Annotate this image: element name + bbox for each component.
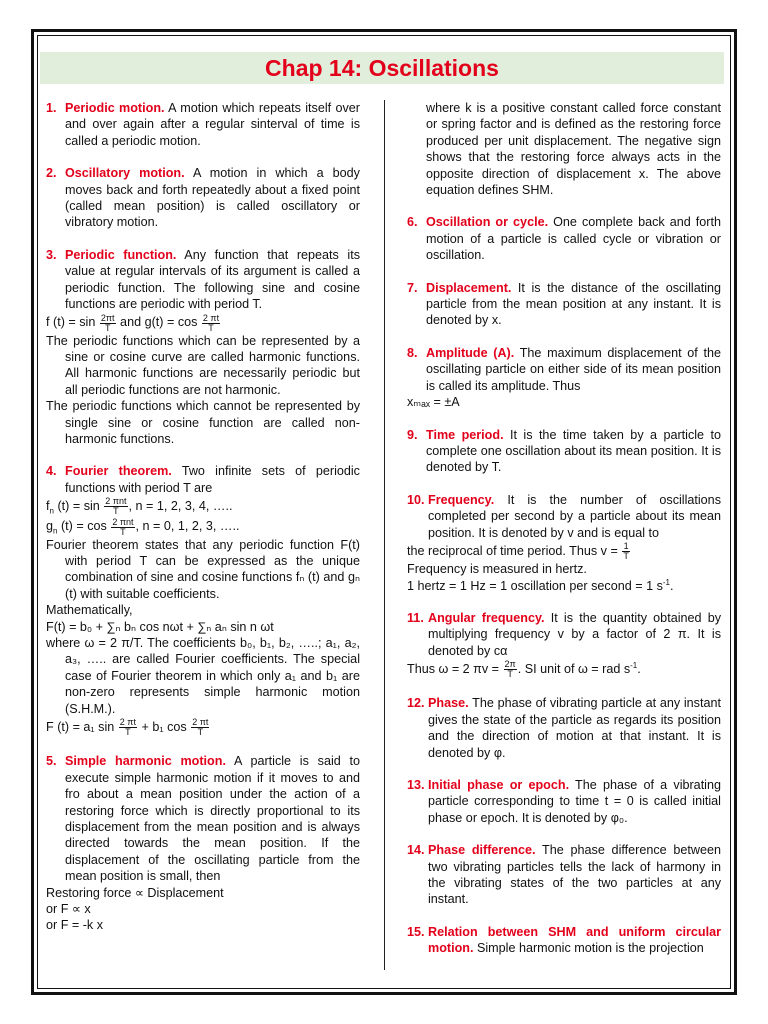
item-number: 3. bbox=[46, 247, 57, 262]
item-body: The phase of a vibrating particle corresponding to time t = 0 is called initial phase or epoch. It is denoted by φ₀. bbox=[428, 777, 721, 825]
item-body: One complete back and forth motion of a particle is called cycle or vibration or oscillation. bbox=[426, 215, 721, 263]
item-phase bbox=[407, 695, 721, 761]
item-term: Displacement. bbox=[426, 280, 512, 295]
item-term: Phase difference. bbox=[428, 843, 536, 858]
formula-periodic: f (t) = sin $\frac{2\pi t}{T}$ and g(t) = cos $\frac{2 \pi t}{T}$ bbox=[46, 312, 220, 333]
item-number: 1. bbox=[46, 101, 57, 115]
item-body: Two infinite sets of periodic functions with period T are bbox=[65, 464, 360, 495]
item-body: A motion which repeats itself over and over again after a regular sinterval of time is called a periodic motion. bbox=[65, 101, 360, 148]
item-number: 5. bbox=[46, 754, 57, 769]
column-divider bbox=[384, 100, 385, 970]
item-shm-circular-relation bbox=[407, 924, 721, 957]
item-text bbox=[65, 100, 360, 149]
item-body: Simple harmonic motion is the projection bbox=[473, 941, 704, 956]
item-text bbox=[428, 492, 721, 541]
item-periodic-motion bbox=[46, 100, 360, 149]
paragraph: where ω = 2 π/T. The coefficients b₀, b₁, b₂, …..; a₁, a₂, a₃, ….. are called Fourier coefficients. The special case of Fourier theorem in which only a₁ and b₁ are non-zero represents simple harmonic motion (S.H.M.). bbox=[46, 636, 360, 716]
item-number: 4. bbox=[46, 464, 57, 479]
item-text bbox=[65, 165, 360, 231]
item-number: 2. bbox=[46, 166, 57, 181]
item-term: Simple harmonic motion. bbox=[65, 754, 226, 769]
item-number: 6. bbox=[407, 215, 418, 230]
continuation-text: where k is a positive constant called force constant or spring factor and is defined as the restoring force produced per unit displacement. The negative sign shows that the restoring force always acts in the opposite direction of displacement x. The above equation defines SHM. bbox=[426, 101, 721, 198]
item-body: The maximum displacement of the oscillating particle on either side of its mean position is called its amplitude. Thus bbox=[426, 345, 721, 393]
item-simple-harmonic-motion bbox=[46, 753, 360, 884]
item-term: Relation between SHM and uniform circular motion. bbox=[428, 924, 721, 956]
item-number: 15. bbox=[407, 924, 425, 939]
right-column bbox=[407, 100, 721, 957]
formula-fn: $f_n$ (t) = sin $\frac{\text{2 πnt}}{T}$ , n = 1, 2, 3, 4, ….. bbox=[46, 496, 233, 517]
item-term: Phase. bbox=[428, 696, 469, 711]
item-text bbox=[428, 695, 721, 761]
item-displacement bbox=[407, 280, 721, 329]
item-phase-difference bbox=[407, 842, 721, 908]
item-periodic-function bbox=[46, 247, 360, 313]
item-number: 12. bbox=[407, 696, 425, 711]
line: or F = -k x bbox=[46, 918, 104, 933]
line: or F ∝ x bbox=[46, 901, 91, 916]
line: Frequency is measured in hertz. bbox=[407, 562, 587, 577]
paragraph: Fourier theorem states that any periodic function F(t) with period T can be expressed as the unique combination of sine and cosine functions fₙ (t) and gₙ (t) with suitable coefficients. bbox=[46, 537, 360, 601]
item-text bbox=[426, 427, 721, 476]
line: Restoring force ∝ Displacement bbox=[46, 885, 224, 900]
formula-frequency: the reciprocal of time period. Thus v = $\frac{1}{T}$ bbox=[407, 541, 629, 562]
item-body: It is the time taken by a particle to complete one oscillation about its mean position. It is denoted by T. bbox=[426, 427, 721, 475]
item-body: A particle is said to execute simple harmonic motion if it moves to and fro about a mean position under the action of a restoring force which is directly proportional to its displacement from the mean position and is always directed towards the mean position. If the displacement of the oscillating particle from the mean position is small, then bbox=[65, 754, 360, 884]
item-number: 9. bbox=[407, 427, 418, 442]
paragraph: Mathematically, bbox=[46, 603, 133, 618]
item-text bbox=[65, 247, 360, 313]
item-term: Periodic motion. bbox=[65, 101, 165, 115]
item-term: Initial phase or epoch. bbox=[428, 777, 570, 792]
title-banner bbox=[40, 52, 724, 84]
item-oscillatory-motion bbox=[46, 165, 360, 231]
item-term: Fourier theorem. bbox=[65, 464, 172, 479]
item-text bbox=[65, 753, 360, 884]
item-body: The phase of vibrating particle at any instant gives the state of the particle as regards its position and the direction of motion at that instant. It is denoted by φ. bbox=[428, 696, 721, 760]
paragraph: The periodic functions which cannot be represented by single sine or cosine function are called non-harmonic functions. bbox=[46, 399, 360, 447]
item-body: It is the distance of the oscillating particle from the mean position at any instant. It is denoted by x. bbox=[426, 280, 721, 328]
item-term: Amplitude (A). bbox=[426, 345, 515, 360]
item-body: The phase difference between two vibrating particles tells the lack of harmony in the vibrating states of the two particles at any instant. bbox=[428, 843, 721, 907]
item-term: Time period. bbox=[426, 427, 504, 442]
item-body: It is the number of oscillations completed per second by a particle about its mean position. It is denoted by v and is equal to bbox=[428, 492, 721, 540]
item-number: 10. bbox=[407, 492, 425, 507]
formula-gn: $g_n$ (t) = cos $\frac{\text{2 πnt}}{T}$ , n = 0, 1, 2, 3, ….. bbox=[46, 516, 240, 537]
paragraph: The periodic functions which can be represented by a sine or cosine curve are called harmonic functions. All harmonic functions are necessarily periodic but all periodic functions are not harmonic. bbox=[46, 333, 360, 397]
formula-angular: Thus ω = 2 πv = $\frac{2\pi}{T}$ . SI unit of ω = rad $s^{-1}$. bbox=[407, 659, 641, 680]
item-frequency bbox=[407, 492, 721, 541]
item-number: 8. bbox=[407, 345, 418, 360]
item-fourier-theorem bbox=[46, 463, 360, 496]
formula-amplitude: xₘₐₓ = ±A bbox=[407, 395, 460, 410]
page-title: Chap 14: Oscillations bbox=[265, 55, 499, 81]
item-term: Oscillation or cycle. bbox=[426, 215, 549, 230]
item-number: 13. bbox=[407, 777, 425, 792]
left-column bbox=[46, 100, 360, 934]
item-number: 14. bbox=[407, 843, 425, 858]
item-body: Any function that repeats its value at regular intervals of its argument is called a periodic function. The following sine and cosine functions are periodic with period T. bbox=[65, 247, 361, 312]
item-text bbox=[426, 345, 721, 394]
item-amplitude bbox=[407, 345, 721, 394]
item-text bbox=[428, 777, 721, 826]
item-number: 11. bbox=[407, 610, 424, 625]
item-number: 7. bbox=[407, 280, 418, 295]
line: 1 hertz = 1 Hz = 1 oscillation per second = 1 $s^{-1}$. bbox=[407, 577, 674, 593]
item-term: Oscillatory motion. bbox=[65, 166, 185, 181]
item-text bbox=[65, 463, 360, 496]
formula-fourier: F(t) = b₀ + ∑ₙ bₙ cos nωt + ∑ₙ aₙ sin n ωt bbox=[46, 619, 274, 634]
item-term: Periodic function. bbox=[65, 247, 177, 262]
item-body: It is the quantity obtained by multiplying frequency v by a factor of 2 π. It is denoted by cα bbox=[428, 610, 721, 658]
item-term: Angular frequency. bbox=[428, 610, 545, 625]
item-text bbox=[428, 610, 721, 659]
formula-shm: F (t) = a₁ sin $\frac{2 \pi t}{T}$ + b₁ cos $\frac{2 \pi t}{T}$ bbox=[46, 717, 209, 738]
item-oscillation-cycle bbox=[407, 214, 721, 263]
item-text bbox=[426, 214, 721, 263]
item-text bbox=[428, 924, 721, 957]
item-term: Frequency. bbox=[428, 492, 495, 507]
item-text bbox=[426, 280, 721, 329]
item-angular-frequency bbox=[407, 610, 721, 659]
item-body: A motion in which a body moves back and forth repeatedly about a fixed point (called mean position) is called oscillatory or vibratory motion. bbox=[65, 166, 360, 230]
item-text bbox=[428, 842, 721, 908]
item-initial-phase bbox=[407, 777, 721, 826]
item-time-period bbox=[407, 427, 721, 476]
